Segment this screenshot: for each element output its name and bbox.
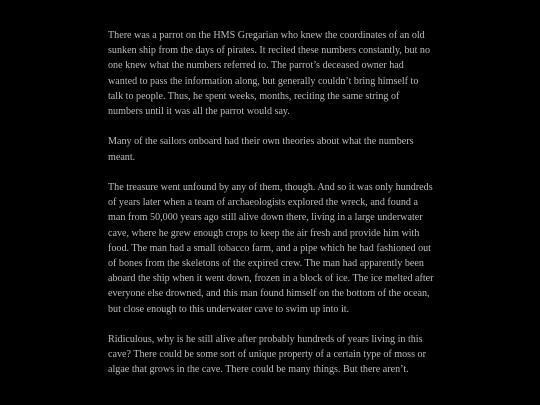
paragraph-sailors-theories: Many of the sailors onboard had their own theories about what the numbers meant. xyxy=(108,136,414,163)
article-body xyxy=(108,28,434,393)
paragraph-treasure: The treasure went unfound by any of them, though. And so it was only hundreds of years later when a team of archaeologists explored the wreck, and found a man from 50,000 years ago still alive down there, living in a large underwater cave, where he grew enough crops to keep the air fresh and provide him with food. The man had a small tobacco farm, and a pipe which he had fashioned out of bones from the skeletons of the expired crew. The man had apparently been aboard the ship when it went down, frozen in a block of ice. The ice melted after everyone else drowned, and this man found himself on the bottom of the ocean, but close enough to this underwater cave to swim up into it. xyxy=(108,182,434,315)
paragraph-parrot: There was a parrot on the HMS Gregarian who knew the coordinates of an old sunken ship from the days of pirates. It recited these numbers constantly, but no one knew what the numbers referred to. The parrot’s deceased owner had wanted to pass the information along, but generally couldn’t bring himself to talk to people. Thus, he spent weeks, months, reciting the same string of numbers until it was all the parrot would say. xyxy=(108,30,430,118)
paragraph-ridiculous: Ridiculous, why is he still alive after probably hundreds of years living in this cave? There could be some sort of unique property of a certain type of moss or algae that grows in the cave. There could be many things. But there aren’t. xyxy=(108,334,426,376)
